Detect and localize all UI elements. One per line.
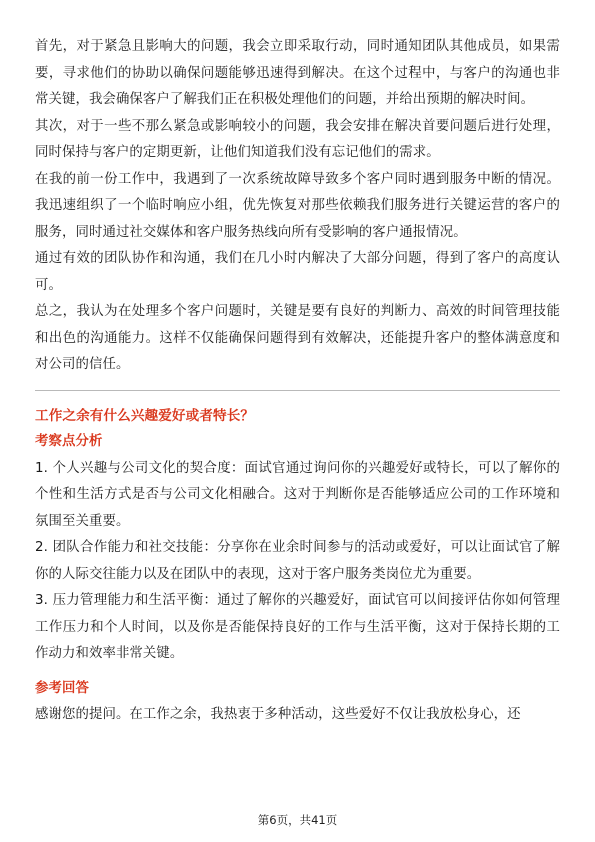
- intro-paragraph-3: 在我的前一份工作中，我遇到了一次系统故障导致多个客户同时遇到服务中断的情况。我迅速组织了一个临时响应小组，优先恢复对那些依赖我们服务进行关键运营的客户的服务，同时通过社交媒体和客户服务热线向所有受影响的客户通报情况。: [35, 171, 560, 240]
- page-content: [35, 34, 560, 729]
- answer-paragraph: 感谢您的提问。在工作之余，我热衷于多种活动，这些爱好不仅让我放松身心，还: [35, 707, 521, 722]
- intro-paragraph-5: 总之，我认为在处理多个客户问题时，关键是要有良好的判断力、高效的时间管理技能和出色的沟通能力。这样不仅能确保问题得到有效解决，还能提升客户的整体满意度和对公司的信任。: [35, 304, 560, 372]
- analysis-heading: 考察点分析: [35, 434, 103, 449]
- intro-paragraph-4: 通过有效的团队协作和沟通，我们在几小时内解决了大部分问题，得到了客户的高度认可。: [35, 251, 560, 293]
- question-heading: 工作之余有什么兴趣爱好或者特长？: [35, 407, 255, 424]
- answer-heading: 参考回答: [35, 680, 89, 696]
- analysis-item-2: 2. 团队合作能力和社交技能：分享你在业余时间参与的活动或爱好，可以让面试官了解你的人际交往能力以及在团队中的表现，这对于客户服务类岗位尤为重要。: [35, 540, 560, 582]
- analysis-item-1: 1. 个人兴趣与公司文化的契合度：面试官通过询问你的兴趣爱好或特长，可以了解你的个性和生活方式是否与公司文化相融合。这对于判断你是否能够适应公司的工作环境和氛围至关重要。: [35, 460, 560, 529]
- intro-paragraph-2: 其次，对于一些不那么紧急或影响较小的问题，我会安排在解决首要问题后进行处理，同时保持与客户的定期更新，让他们知道我们没有忘记他们的需求。: [35, 118, 560, 160]
- page-number-footer: 第6页，共41页: [257, 813, 338, 827]
- section-divider: [35, 390, 560, 391]
- intro-paragraph-1: 首先，对于紧急且影响大的问题，我会立即采取行动，同时通知团队其他成员，如果需要，寻求他们的协助以确保问题能够迅速得到解决。在这个过程中，与客户的沟通也非常关键，我会确保客户了解我们正在积极处理他们的问题，并给出预期的解决时间。: [35, 39, 560, 107]
- section-gap: [35, 668, 560, 676]
- analysis-item-3: 3. 压力管理能力和生活平衡：通过了解你的兴趣爱好，面试官可以间接评估你如何管理工作压力和个人时间，以及你是否能保持良好的工作与生活平衡，这对于保持长期的工作动力和效率非常关键。: [35, 593, 560, 661]
